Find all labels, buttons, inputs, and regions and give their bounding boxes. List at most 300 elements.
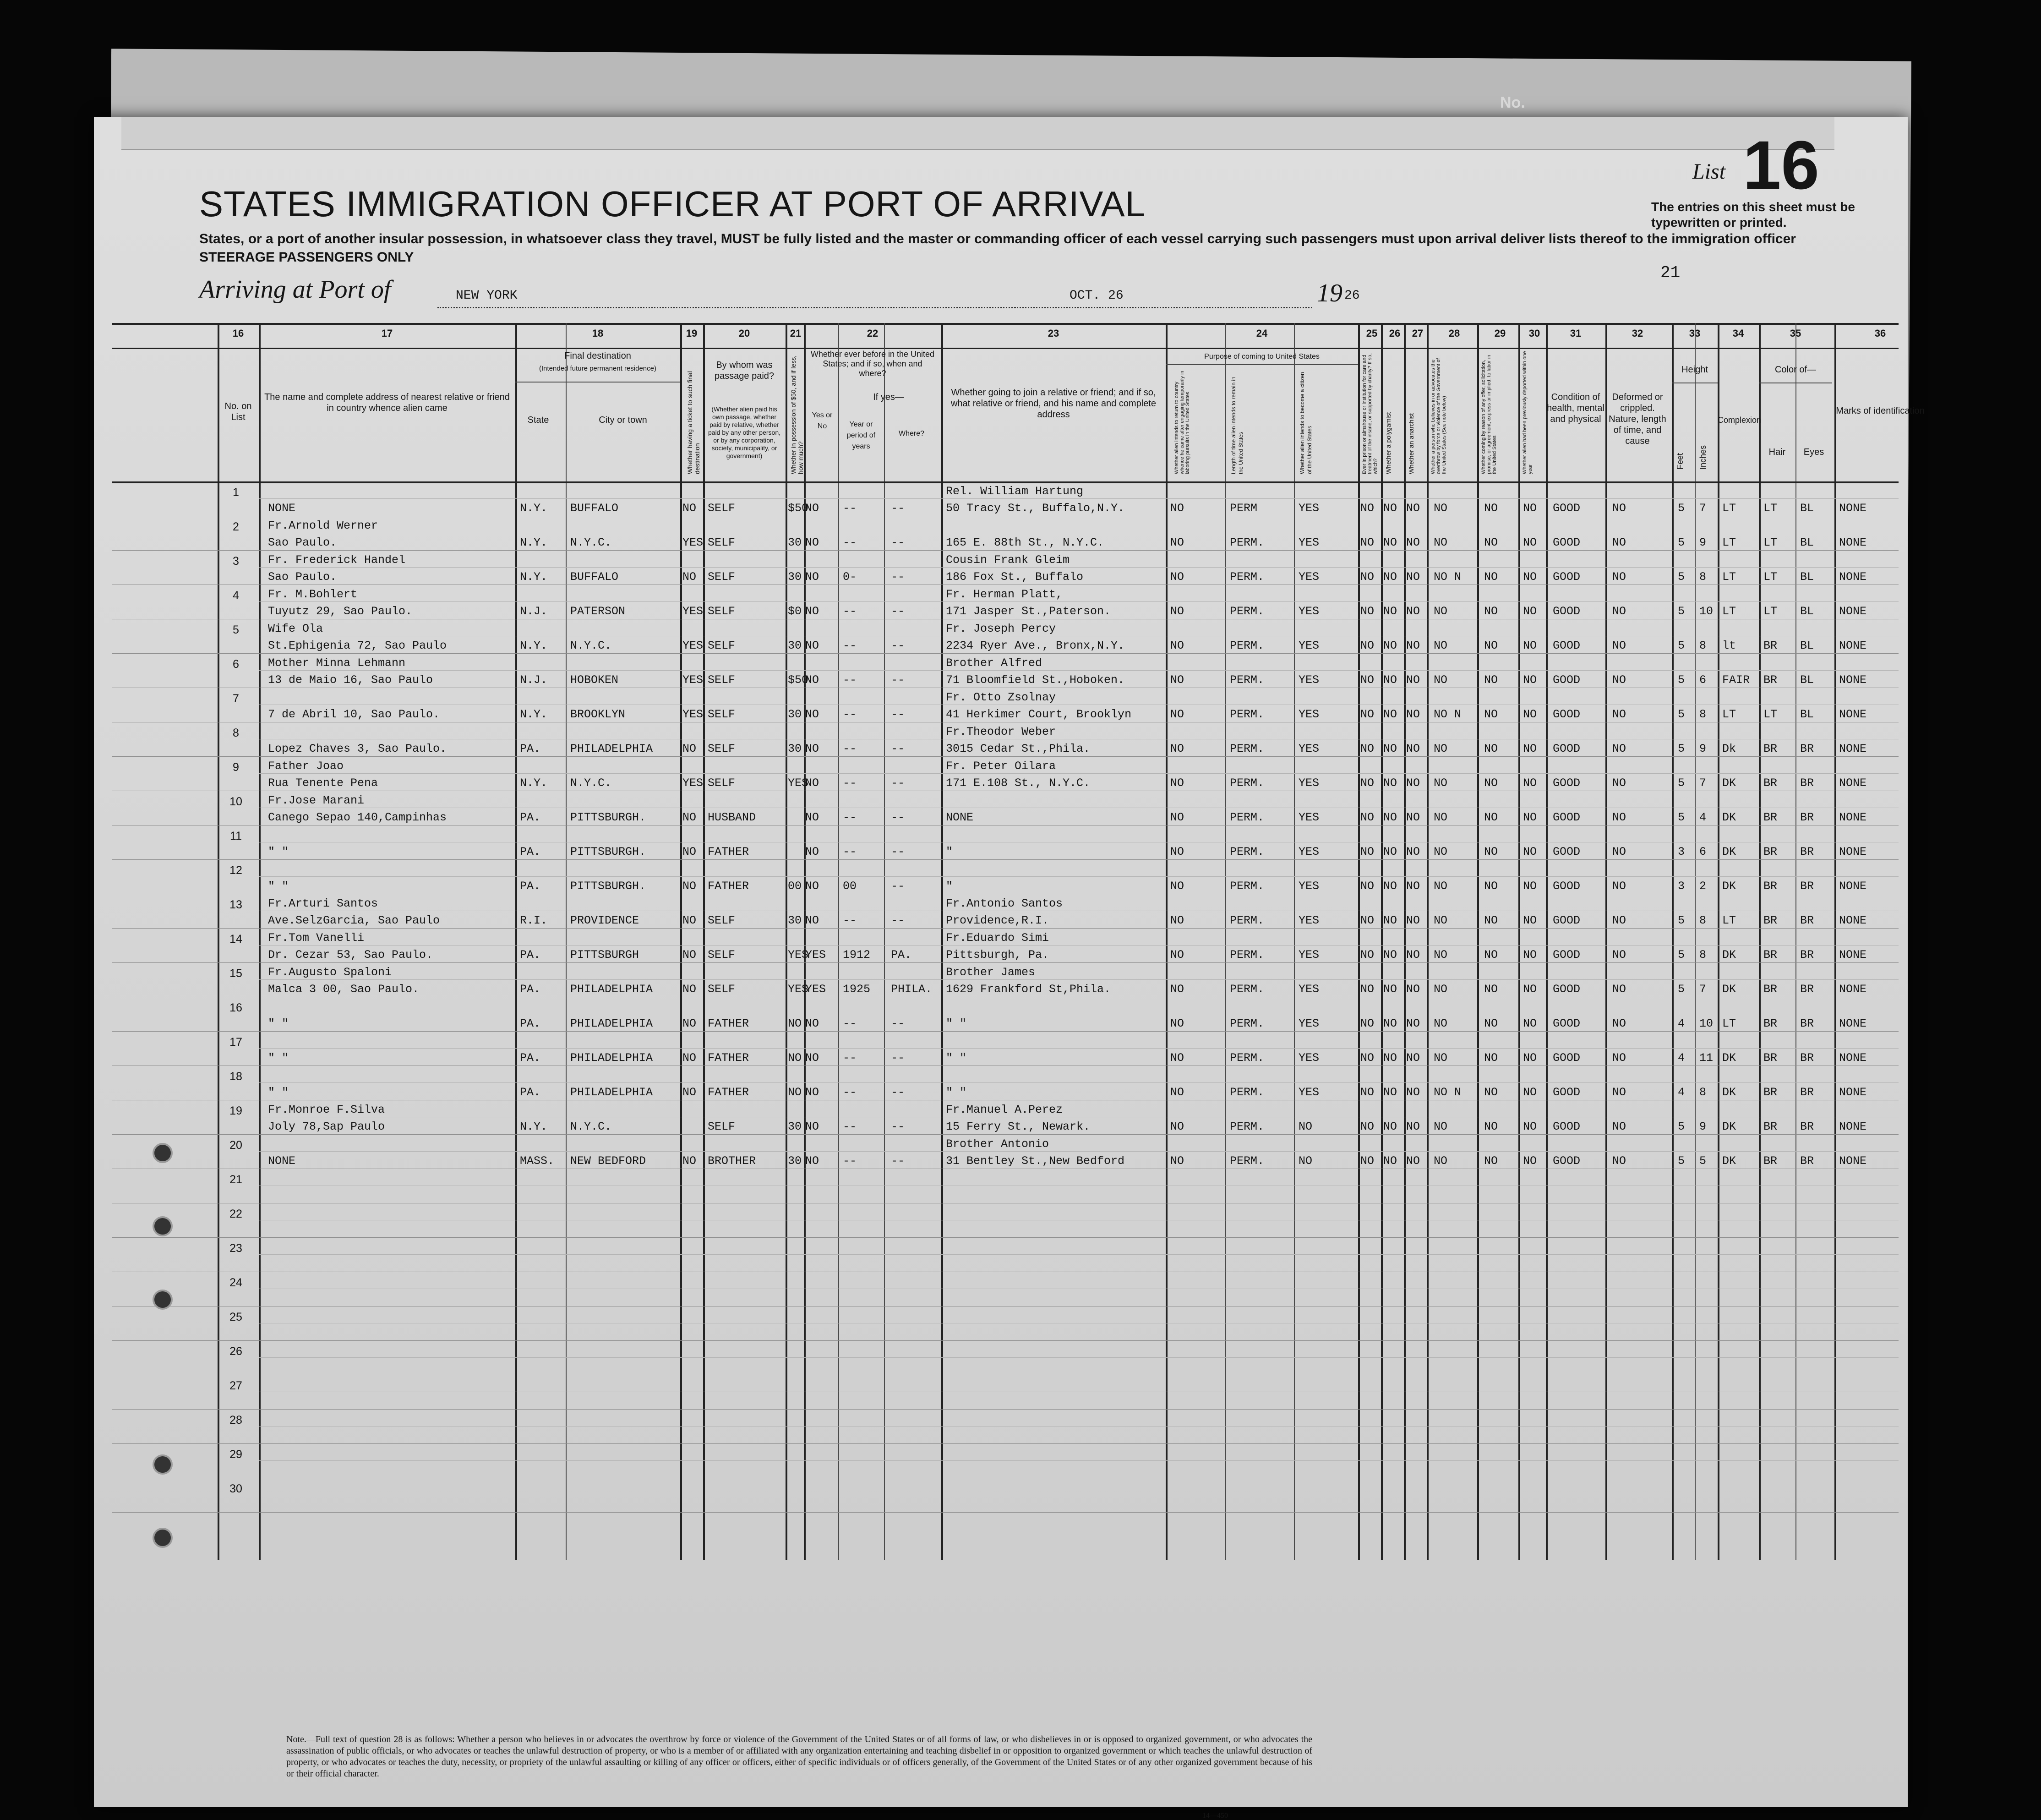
height-inches: 8 [1699,914,1707,927]
footnote: Note.—Full text of question 28 is as follows: Whether a person who believes in or advocates the overthrow by force or violence of the Government of the United States or of all forms of law, or who disbelieves in or is opposed to organized government, or who advocates the assassination of public officials, or who advocates or teaches the unlawful destruction of property, or who is a member of or affiliated with any organization entertaining and teaching disbelief in or opposition to organized government or which teaches the unlawful destruction of property, or who advocates or teaches the duty, necessity, or propriety of the unlawful assaulting or killing of any officer or officers, either of specific individuals or of officers generally, of the Government of the United States or of any other organized government because of his or their official character. [286,1734,1312,1779]
money-amount: NO [788,1017,802,1030]
deformity: NO [1612,811,1626,824]
length-of-stay: PERM. [1230,811,1265,824]
relative-name: Father Joao [268,760,344,773]
deformity: NO [1612,708,1626,721]
anarchist-answer: NO [1406,742,1420,755]
column-number: 16 [232,328,244,339]
ticket-answer: YES [682,708,704,721]
height-inches: 9 [1699,742,1707,755]
row-number: 30 [229,1482,242,1495]
intends-citizen: YES [1299,948,1320,962]
deported-answer: NO [1523,983,1537,996]
ticket-answer: YES [682,605,704,618]
intends-citizen: YES [1299,605,1320,618]
joining-address: 186 Fox St., Buffalo [946,570,1084,584]
polygamist-answer: NO [1383,570,1397,584]
table-row [112,1031,1899,1066]
money-amount: YES [788,983,809,996]
overthrow-answer: NO [1434,811,1448,824]
row-number: 23 [229,1242,242,1255]
row-number: 1 [233,486,239,499]
stamp-number-label: No. [1500,94,1525,111]
anarchist-answer: NO [1406,1051,1420,1065]
length-of-stay: PERM. [1230,673,1265,687]
hair-color: BR [1763,914,1778,927]
row-number: 6 [233,658,239,671]
polygamist-answer: NO [1383,1017,1397,1030]
destination-state: N.Y. [520,708,548,721]
row-number: 18 [229,1070,242,1083]
height-inches: 5 [1699,1154,1707,1168]
height-inches: 10 [1699,1017,1714,1030]
before-period: -- [843,742,857,755]
intends-return: NO [1170,605,1184,618]
joining-address: 15 Ferry St., Newark. [946,1120,1091,1133]
money-amount: 30 [788,570,802,584]
row-marker: 21 [1660,263,1681,282]
ever-before: NO [805,639,819,652]
deported-answer: NO [1523,811,1537,824]
health-condition: GOOD [1553,1086,1581,1099]
deported-answer: NO [1523,1154,1537,1168]
height-inches: 8 [1699,708,1707,721]
port-underline [437,307,1079,308]
hair-color: BR [1763,811,1778,824]
ever-before: YES [805,983,826,996]
ticket-answer: YES [682,639,704,652]
row-number: 16 [229,1001,242,1014]
passage-paid-by: SELF [708,570,736,584]
ever-before: NO [805,536,819,549]
before-period: -- [843,536,857,549]
row-number: 28 [229,1414,242,1426]
eye-color: BR [1800,983,1814,996]
intends-citizen: YES [1299,673,1320,687]
joining-address: 31 Bentley St.,New Bedford [946,1154,1125,1168]
intends-return: NO [1170,1154,1184,1168]
labor-offer-answer: NO [1484,1120,1498,1133]
identification-marks: NONE [1839,1017,1867,1030]
intends-citizen: YES [1299,983,1320,996]
port-of-arrival: NEW YORK [456,289,518,303]
deported-answer: NO [1523,948,1537,962]
row-subline [259,498,1899,499]
anarchist-answer: NO [1406,536,1420,549]
destination-city: PHILADELPHIA [570,1017,653,1030]
complexion: LT [1722,536,1736,549]
relative-address: Ave.SelzGarcia, Sao Paulo [268,914,440,927]
passage-paid-by: FATHER [708,1086,749,1099]
intends-citizen: YES [1299,776,1320,790]
hair-color: BR [1763,776,1778,790]
arrival-date: OCT. 26 [1070,289,1124,303]
identification-marks: NONE [1839,948,1867,962]
header-period: Year or period of years [846,421,876,450]
table-row [112,722,1899,757]
anarchist-answer: NO [1406,1017,1420,1030]
prison-answer: NO [1360,1051,1375,1065]
deported-answer: NO [1523,605,1537,618]
header-nearest-relative: The name and complete address of nearest relative or friend in country whence alien came [264,392,510,413]
height-inches: 2 [1699,880,1707,893]
health-condition: GOOD [1553,673,1581,687]
table-row [112,1066,1899,1100]
row-number: 27 [229,1379,242,1392]
prison-answer: NO [1360,1120,1375,1133]
intends-return: NO [1170,948,1184,962]
height-inches: 8 [1699,639,1707,652]
labor-offer-answer: NO [1484,570,1498,584]
joining-address: 3015 Cedar St.,Phila. [946,742,1091,755]
money-amount: 30 [788,1120,802,1133]
intends-citizen: NO [1299,1154,1313,1168]
deported-answer: NO [1523,880,1537,893]
eye-color: BL [1800,570,1814,584]
length-of-stay: PERM. [1230,914,1265,927]
header-passage-paid-note: (Whether alien paid his own passage, whether paid by relative, whether paid by any other person, or by any corporation, society, municipality, or government) [708,405,780,459]
column-number: 34 [1732,328,1744,339]
eye-color: BR [1800,1086,1814,1099]
ticket-answer: NO [682,742,697,755]
joining-address: 50 Tracy St., Buffalo,N.Y. [946,502,1125,515]
eye-color: BR [1800,1120,1814,1133]
before-period: -- [843,639,857,652]
health-condition: GOOD [1553,605,1581,618]
destination-state: N.Y. [520,776,548,790]
destination-city: PITTSBURGH. [570,880,646,893]
height-inches: 6 [1699,673,1707,687]
anarchist-answer: NO [1406,1120,1420,1133]
before-period: -- [843,776,857,790]
column-number: 29 [1494,328,1506,339]
before-where: -- [891,776,905,790]
destination-city: PITTSBURGH. [570,845,646,858]
overthrow-answer: NO [1434,536,1448,549]
row-subline [259,945,1899,946]
money-amount: 30 [788,639,802,652]
before-where: -- [891,502,905,515]
identification-marks: NONE [1839,1051,1867,1065]
deformity: NO [1612,845,1626,858]
money-amount: 30 [788,1154,802,1168]
destination-city: BROOKLYN [570,708,626,721]
column-header-row [112,346,1925,483]
before-period: -- [843,1051,857,1065]
relative-address: NONE [268,502,296,515]
deformity: NO [1612,1051,1626,1065]
header-final-destination: Final destination [564,351,631,361]
polygamist-answer: NO [1383,1120,1397,1133]
eye-color: BL [1800,502,1814,515]
health-condition: GOOD [1553,845,1581,858]
identification-marks: NONE [1839,536,1867,549]
deformity: NO [1612,1120,1626,1133]
prison-answer: NO [1360,983,1375,996]
intends-return: NO [1170,880,1184,893]
deformity: NO [1612,605,1626,618]
prison-answer: NO [1360,502,1375,515]
polygamist-answer: NO [1383,639,1397,652]
relative-address: Dr. Cezar 53, Sao Paulo. [268,948,433,962]
height-feet: 5 [1678,708,1685,721]
column-number: 31 [1570,328,1582,339]
deformity: NO [1612,880,1626,893]
form-code: 14—450 [1202,1812,1228,1820]
joining-address: " " [946,1086,967,1099]
hair-color: LT [1763,536,1778,549]
header-complexion: Complexion [1718,415,1762,425]
identification-marks: NONE [1839,914,1867,927]
intends-return: NO [1170,914,1184,927]
prison-answer: NO [1360,1154,1375,1168]
joining-address: 2234 Ryer Ave., Bronx,N.Y. [946,639,1125,652]
intends-return: NO [1170,536,1184,549]
height-feet: 5 [1678,983,1685,996]
anarchist-answer: NO [1406,1086,1420,1099]
before-period: -- [843,1086,857,1099]
destination-city: PATERSON [570,605,626,618]
header-where: Where? [898,430,925,437]
destination-state: PA. [520,1051,541,1065]
row-subline [259,979,1899,980]
height-feet: 5 [1678,605,1685,618]
destination-state: N.Y. [520,639,548,652]
column-number: 28 [1448,328,1460,339]
column-number: 27 [1412,328,1424,339]
column-number: 23 [1048,328,1059,339]
identification-marks: NONE [1839,811,1867,824]
length-of-stay: PERM. [1230,1017,1265,1030]
health-condition: GOOD [1553,742,1581,755]
empty-row [112,1478,1899,1513]
destination-state: PA. [520,983,541,996]
destination-state: PA. [520,1086,541,1099]
intends-return: NO [1170,1120,1184,1133]
empty-row [112,1203,1899,1238]
height-inches: 9 [1699,536,1707,549]
ever-before: YES [805,948,826,962]
anarchist-answer: NO [1406,639,1420,652]
header-intends-return: Whether alien intends to return to country whence he came after engaging temporarily in laboring pursuits in the United States [1174,371,1190,474]
before-where: PHILA. [891,983,933,996]
overthrow-answer: NO [1434,914,1448,927]
labor-offer-answer: NO [1484,639,1498,652]
row-subline [259,670,1899,671]
intends-citizen: YES [1299,502,1320,515]
identification-marks: NONE [1839,605,1867,618]
overthrow-answer: NO [1434,983,1448,996]
header-anarchist: Whether an anarchist [1408,413,1415,474]
anarchist-answer: NO [1406,914,1420,927]
row-number: 19 [229,1104,242,1117]
intends-citizen: YES [1299,639,1320,652]
before-period: 1925 [843,983,871,996]
money-amount: YES [788,948,809,962]
deformity: NO [1612,1017,1626,1030]
row-number: 22 [229,1208,242,1220]
prison-answer: NO [1360,639,1375,652]
year-suffix: 26 [1344,289,1360,303]
joining-address: 1629 Frankford St,Phila. [946,983,1111,996]
anarchist-answer: NO [1406,1154,1420,1168]
row-number: 11 [230,830,242,842]
overthrow-answer: NO [1434,673,1448,687]
complexion: DK [1722,983,1736,996]
height-feet: 4 [1678,1086,1685,1099]
anarchist-answer: NO [1406,605,1420,618]
deported-answer: NO [1523,570,1537,584]
health-condition: GOOD [1553,914,1581,927]
passage-paid-by: FATHER [708,1017,749,1030]
polygamist-answer: NO [1383,673,1397,687]
complexion: LT [1722,502,1736,515]
before-where: -- [891,880,905,893]
eye-color: BR [1800,1154,1814,1168]
passage-paid-by: SELF [708,502,736,515]
relative-name: Fr.Arturi Santos [268,897,378,910]
header-feet: Feet [1675,453,1685,470]
column-number: 32 [1632,328,1643,339]
labor-offer-answer: NO [1484,776,1498,790]
relative-address: " " [268,1051,289,1065]
column-number: 35 [1790,328,1801,339]
complexion: DK [1722,776,1736,790]
ticket-answer: YES [682,776,704,790]
table-row [112,585,1899,619]
relative-name: Fr. Frederick Handel [268,553,406,567]
destination-state: N.J. [520,673,548,687]
length-of-stay: PERM. [1230,948,1265,962]
identification-marks: NONE [1839,570,1867,584]
health-condition: GOOD [1553,1017,1581,1030]
complexion: LT [1722,570,1736,584]
eye-color: BL [1800,673,1814,687]
hair-color: BR [1763,742,1778,755]
hair-color: LT [1763,502,1778,515]
overthrow-answer: NO [1434,1051,1448,1065]
before-where: -- [891,914,905,927]
column-number: 17 [381,328,393,339]
length-of-stay: PERM. [1230,845,1265,858]
passenger-class-line: STEERAGE PASSENGERS ONLY [199,250,414,265]
before-period: 0- [843,570,857,584]
ever-before: NO [805,880,819,893]
relative-name: Fr.Monroe F.Silva [268,1103,385,1116]
column-number: 24 [1256,328,1268,339]
table-row [112,928,1899,963]
before-where: -- [891,1154,905,1168]
height-feet: 4 [1678,1051,1685,1065]
relative-name: Fr.Augusto Spaloni [268,966,392,979]
row-number: 12 [229,864,242,877]
page-title: STATES IMMIGRATION OFFICER AT PORT OF ARRIVAL [199,184,1146,224]
hair-color: LT [1763,708,1778,721]
overthrow-answer: NO [1434,1017,1448,1030]
relative-address: 13 de Maio 16, Sao Paulo [268,673,433,687]
header-color-of: Color of— [1774,365,1817,375]
row-number: 25 [229,1311,242,1323]
anarchist-answer: NO [1406,776,1420,790]
intends-return: NO [1170,502,1184,515]
polygamist-answer: NO [1383,1051,1397,1065]
length-of-stay: PERM. [1230,1120,1265,1133]
header-ever-before: Whether ever before in the United States; and if so, when and where? [810,350,935,378]
complexion: LT [1722,1017,1736,1030]
column-number: 22 [867,328,879,339]
punch-hole [153,1216,173,1236]
identification-marks: NONE [1839,845,1867,858]
intends-return: NO [1170,742,1184,755]
height-feet: 5 [1678,536,1685,549]
table-row [112,1100,1899,1135]
prison-answer: NO [1360,845,1375,858]
before-period: -- [843,1120,857,1133]
ever-before: NO [805,742,819,755]
identification-marks: NONE [1839,708,1867,721]
complexion: DK [1722,1086,1736,1099]
row-number: 7 [233,692,239,705]
identification-marks: NONE [1839,776,1867,790]
deformity: NO [1612,914,1626,927]
header-intends-citizen: Whether alien intends to become a citizen of the United States [1299,372,1313,474]
ever-before: NO [805,1086,819,1099]
ever-before: NO [805,1154,819,1168]
eye-color: BL [1800,639,1814,652]
ticket-answer: NO [682,502,697,515]
header-subrule [515,382,680,383]
destination-city: N.Y.C. [570,536,612,549]
joining-name: Fr.Manuel A.Perez [946,1103,1063,1116]
header-health: Condition of health, mental and physical [1547,392,1604,424]
height-inches: 7 [1699,502,1707,515]
identification-marks: NONE [1839,1120,1867,1133]
before-where: -- [891,1017,905,1030]
date-underline [1015,307,1312,308]
header-before-yes-no: Yes or No [812,411,833,430]
before-period: -- [843,845,857,858]
eye-color: BR [1800,880,1814,893]
table-row [112,859,1899,894]
before-period: -- [843,1154,857,1168]
overthrow-answer: NO [1434,502,1448,515]
health-condition: GOOD [1553,536,1581,549]
overthrow-answer: NO [1434,742,1448,755]
eye-color: BR [1800,776,1814,790]
passage-paid-by: SELF [708,742,736,755]
intends-citizen: YES [1299,1051,1320,1065]
relative-name: Fr.Jose Marani [268,794,365,807]
intends-citizen: NO [1299,1120,1313,1133]
intends-return: NO [1170,570,1184,584]
labor-offer-answer: NO [1484,605,1498,618]
overthrow-answer: NO [1434,639,1448,652]
destination-state: N.Y. [520,536,548,549]
complexion: LT [1722,605,1736,618]
health-condition: GOOD [1553,708,1581,721]
row-subline [259,773,1899,774]
overthrow-answer: NO [1434,605,1448,618]
intends-return: NO [1170,845,1184,858]
destination-state: R.I. [520,914,548,927]
complexion: DK [1722,1120,1736,1133]
relative-address: " " [268,1017,289,1030]
health-condition: GOOD [1553,880,1581,893]
complexion: DK [1722,1154,1736,1168]
table-row [112,516,1899,551]
empty-row [112,1375,1899,1410]
joining-name: Fr. Joseph Percy [946,622,1056,635]
